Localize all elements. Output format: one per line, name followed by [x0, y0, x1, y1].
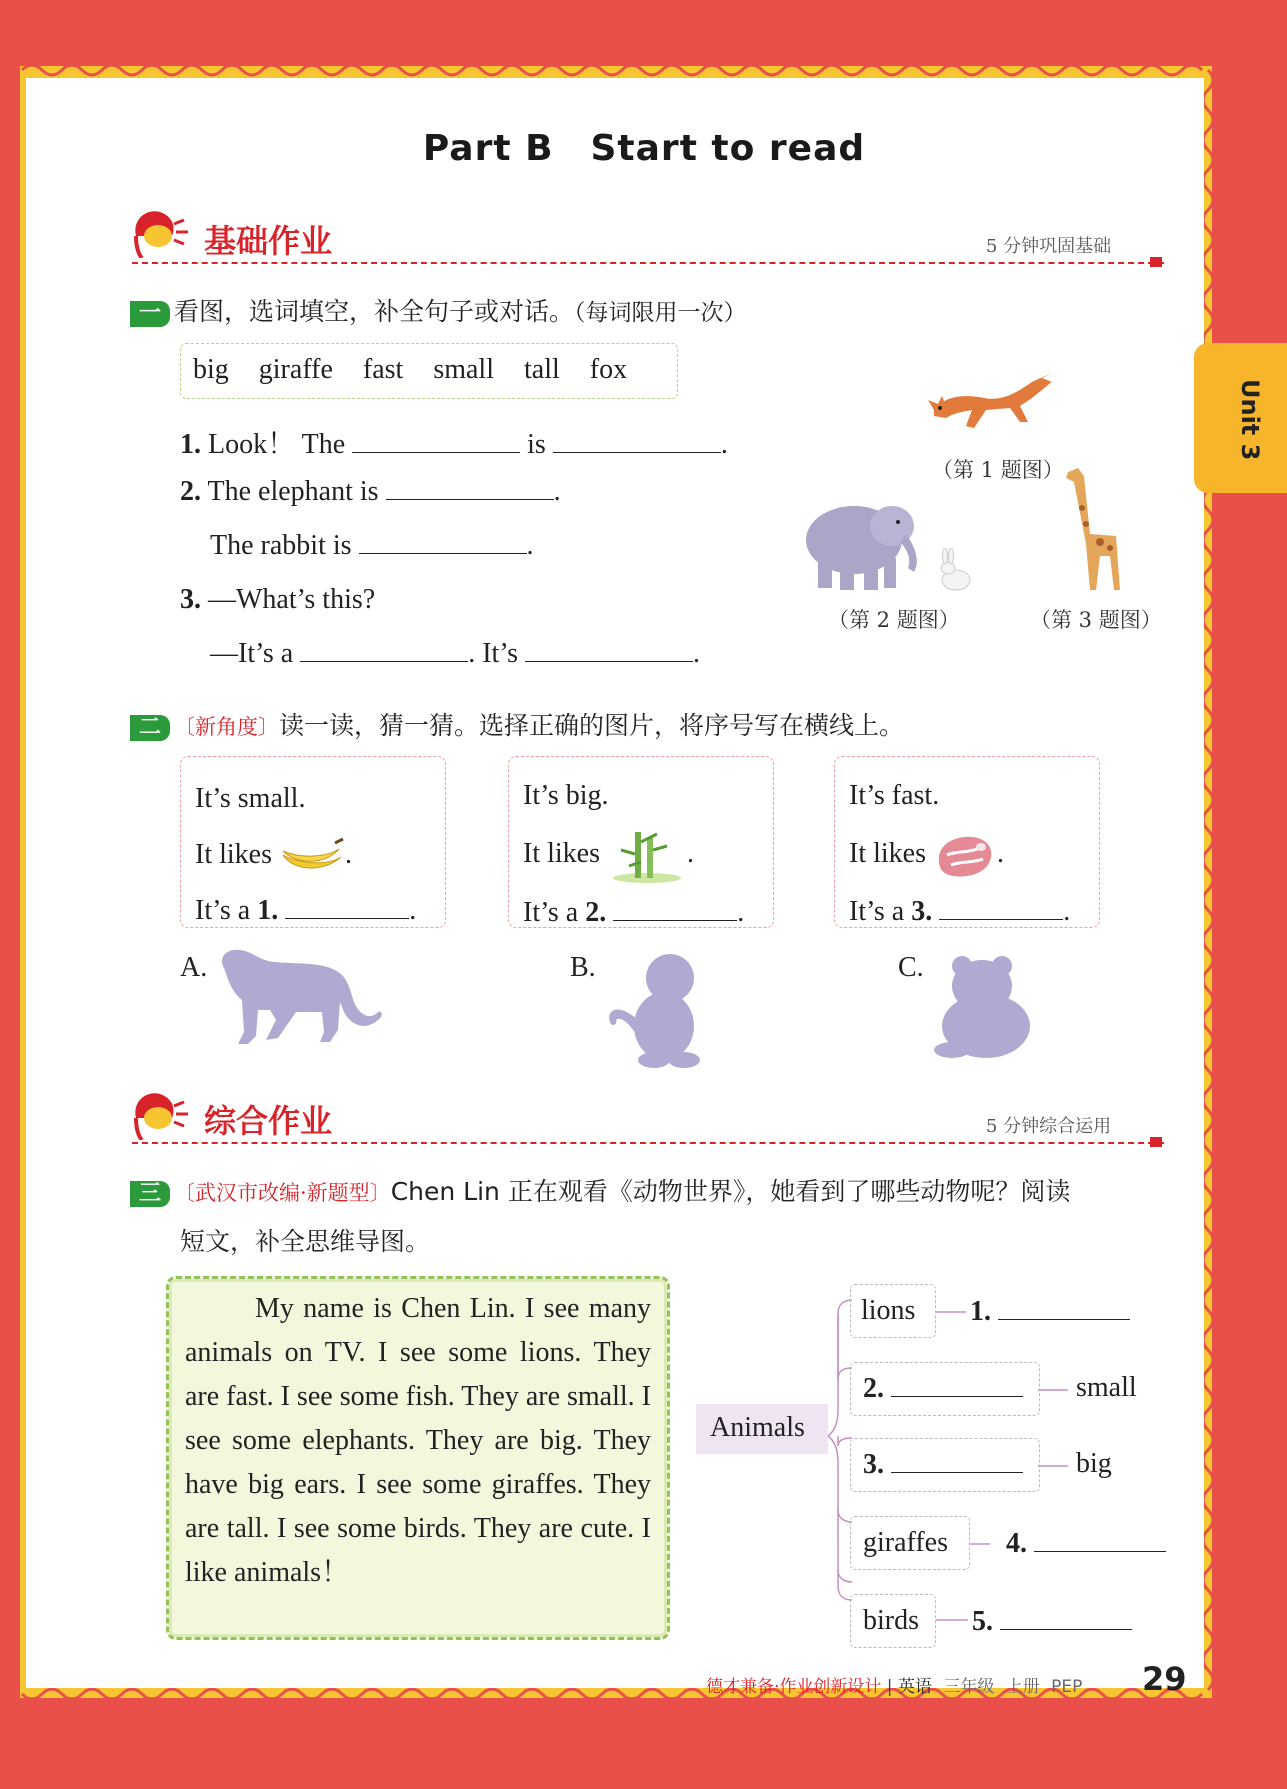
exercise-2-tag: 〔新角度〕 — [174, 715, 279, 739]
answer-number: 2. — [863, 1373, 884, 1404]
riddle-line: It’s small. — [195, 783, 306, 814]
exercise-1-instruction: 看图，选词填空，补全句子或对话。 — [174, 297, 575, 326]
mind-map-node — [850, 1438, 1040, 1492]
answer-blank[interactable] — [300, 639, 468, 662]
question-2b: The rabbit is . — [210, 530, 534, 561]
exercise-1-note: （每词限用一次） — [574, 300, 747, 326]
exercise-2-badge: 二 — [130, 715, 170, 741]
footer-subject: 英语 — [897, 1677, 932, 1697]
riddle-line: It likes — [195, 839, 272, 870]
section-basic-title: 基础作业 — [204, 222, 333, 260]
banana-icon — [279, 837, 345, 877]
question-1-text-b: is — [527, 429, 546, 460]
unit-tab-label: Unit 3 — [1236, 379, 1264, 461]
figure-caption: （第 3 题图） — [1030, 608, 1162, 632]
footer: 德才兼备·作业创新设计 | 英语 三年级 上册 PEP — [706, 1677, 1083, 1697]
mind-map-node-label: birds — [863, 1605, 919, 1636]
answer-number: 4. — [1006, 1528, 1027, 1559]
page-title: Part B Start to read — [422, 128, 866, 169]
mind-map-node — [850, 1362, 1040, 1416]
question-2: 2. The elephant is . — [180, 476, 561, 507]
word-bank-item: small — [433, 354, 494, 385]
exercise-3-instruction: Chen Lin 正在观看《动物世界》，她看到了哪些动物呢？阅读 — [390, 1177, 1071, 1206]
divider-end-mark — [1150, 257, 1162, 267]
answer-blank[interactable] — [891, 1450, 1023, 1473]
footer-series: 德才兼备·作业创新设计 — [706, 1677, 882, 1697]
exercise-3-badge: 三 — [130, 1181, 170, 1207]
fox-picture — [924, 360, 1064, 440]
mind-map-root — [696, 1404, 828, 1454]
question-1-text-a: Look！ The — [208, 429, 346, 460]
exercise-1-badge: 一 — [130, 301, 170, 327]
mind-map-node — [850, 1516, 970, 1570]
answer-blank[interactable] — [386, 477, 554, 500]
answer-blank[interactable] — [352, 430, 520, 453]
answer-blank[interactable] — [285, 896, 409, 919]
footer-grade: 三年级 — [943, 1677, 995, 1697]
page-number: 29 — [1142, 1660, 1187, 1698]
answer-number: 5. — [972, 1606, 993, 1637]
riddle-line: It’s big. — [523, 780, 609, 811]
figure-caption: （第 1 题图） — [932, 458, 1064, 482]
riddle-num: 3. — [911, 896, 933, 927]
word-bank-item: big — [193, 354, 229, 385]
word-bank-item: fast — [362, 354, 404, 385]
word-bank-item: giraffe — [258, 354, 333, 385]
hat-icon — [128, 206, 190, 258]
section-basic-subtitle: 5 分钟巩固基础 — [986, 236, 1112, 257]
answer-blank[interactable] — [891, 1374, 1023, 1397]
answer-number: 3. — [863, 1449, 884, 1480]
elephant-picture — [796, 488, 926, 592]
riddle-line: It’s a — [523, 896, 579, 928]
answer-blank[interactable] — [613, 898, 737, 921]
section-comprehensive-divider — [132, 1142, 1164, 1144]
question-3-text-c: . It’s — [468, 638, 518, 669]
reading-passage: My name is Chen Lin. I see many animals on TV. I see some lions. They are fast. I see some fish. They are small. I see some elephants. They are big. They have big ears. I see some giraffes. They are tall. I see some birds. They are cute. I like animals！ — [185, 1293, 651, 1588]
question-3b: —It’s a . It’s . — [210, 638, 700, 669]
bamboo-icon — [607, 828, 687, 884]
exercise-1-header — [130, 292, 747, 328]
mind-map-node-label: giraffes — [863, 1527, 948, 1558]
mind-map-answer — [970, 1296, 1130, 1328]
answer-blank[interactable] — [525, 639, 693, 662]
riddle-line: It’s fast. — [849, 780, 940, 811]
meat-icon — [933, 831, 997, 881]
hat-icon — [128, 1088, 190, 1140]
question-3 — [180, 584, 375, 616]
section-basic-divider — [132, 262, 1164, 264]
answer-blank[interactable] — [553, 430, 721, 453]
answer-blank[interactable] — [939, 897, 1063, 920]
riddle-line: It likes — [523, 838, 600, 869]
question-3-text-b: —It’s a — [210, 638, 294, 669]
riddle-card-2: It’s big. It likes . It’s a 2. . — [508, 756, 774, 928]
option-label: B. — [570, 952, 596, 983]
word-bank — [180, 343, 678, 399]
mind-map-node — [850, 1594, 936, 1648]
answer-blank[interactable] — [359, 531, 527, 554]
option-label: C. — [898, 952, 924, 983]
question-2-text-a: The elephant is — [207, 476, 379, 507]
riddle-num: 2. — [585, 896, 607, 928]
riddle-card-1: It’s small. It likes . It’s a 1. . — [180, 756, 446, 928]
word-bank-item: tall — [524, 354, 560, 385]
unit-tab — [1194, 343, 1287, 493]
section-comprehensive-title: 综合作业 — [204, 1102, 333, 1140]
rabbit-picture — [936, 548, 976, 592]
question-number: 1. — [180, 429, 201, 460]
mind-map-answer — [972, 1606, 1132, 1638]
exercise-3-tag: 〔武汉市改编·新题型〕 — [174, 1181, 391, 1205]
mind-map-attribute: big — [1076, 1448, 1112, 1479]
option-label: A. — [180, 952, 208, 983]
divider-end-mark — [1150, 1137, 1162, 1147]
answer-number: 1. — [970, 1296, 991, 1327]
riddle-line: It likes — [849, 838, 926, 869]
answer-blank[interactable] — [998, 1297, 1130, 1320]
riddle-line: It’s a — [195, 895, 251, 926]
exercise-2-header — [130, 706, 904, 742]
answer-blank[interactable] — [1034, 1529, 1166, 1552]
question-number: 2. — [180, 476, 201, 507]
riddle-card-3: It’s fast. It likes . It’s a 3. . — [834, 756, 1100, 928]
exercise-3-instruction-cont: 短文，补全思维导图。 — [180, 1227, 431, 1256]
mind-map-node — [850, 1284, 936, 1338]
question-number: 3. — [180, 584, 201, 615]
monkey-silhouette — [604, 950, 714, 1070]
riddle-line: It’s a — [849, 896, 905, 927]
question-2-text-b: The rabbit is — [210, 530, 352, 561]
reading-passage-box — [166, 1276, 670, 1640]
answer-blank[interactable] — [1000, 1607, 1132, 1630]
word-bank-item: fox — [589, 354, 628, 385]
footer-term: 上册 — [1005, 1677, 1040, 1697]
mind-map-answer — [1006, 1528, 1166, 1560]
riddle-num: 1. — [257, 895, 279, 926]
footer-edition: PEP — [1051, 1677, 1083, 1697]
figure-caption: （第 2 题图） — [828, 608, 960, 632]
tiger-silhouette — [214, 946, 384, 1046]
section-comprehensive-subtitle: 5 分钟综合运用 — [986, 1116, 1112, 1137]
question-1: 1. Look！ The is . — [180, 429, 728, 460]
mind-map-root-label: Animals — [710, 1412, 805, 1443]
bear-silhouette — [930, 950, 1040, 1060]
giraffe-picture — [1060, 464, 1130, 594]
mind-map-node-label: lions — [861, 1295, 916, 1326]
mind-map-attribute: small — [1076, 1372, 1137, 1403]
question-3-text-a: —What’s this? — [208, 584, 376, 615]
exercise-3-header — [130, 1172, 1180, 1208]
exercise-2-instruction: 读一读，猜一猜。选择正确的图片，将序号写在横线上。 — [279, 711, 905, 740]
